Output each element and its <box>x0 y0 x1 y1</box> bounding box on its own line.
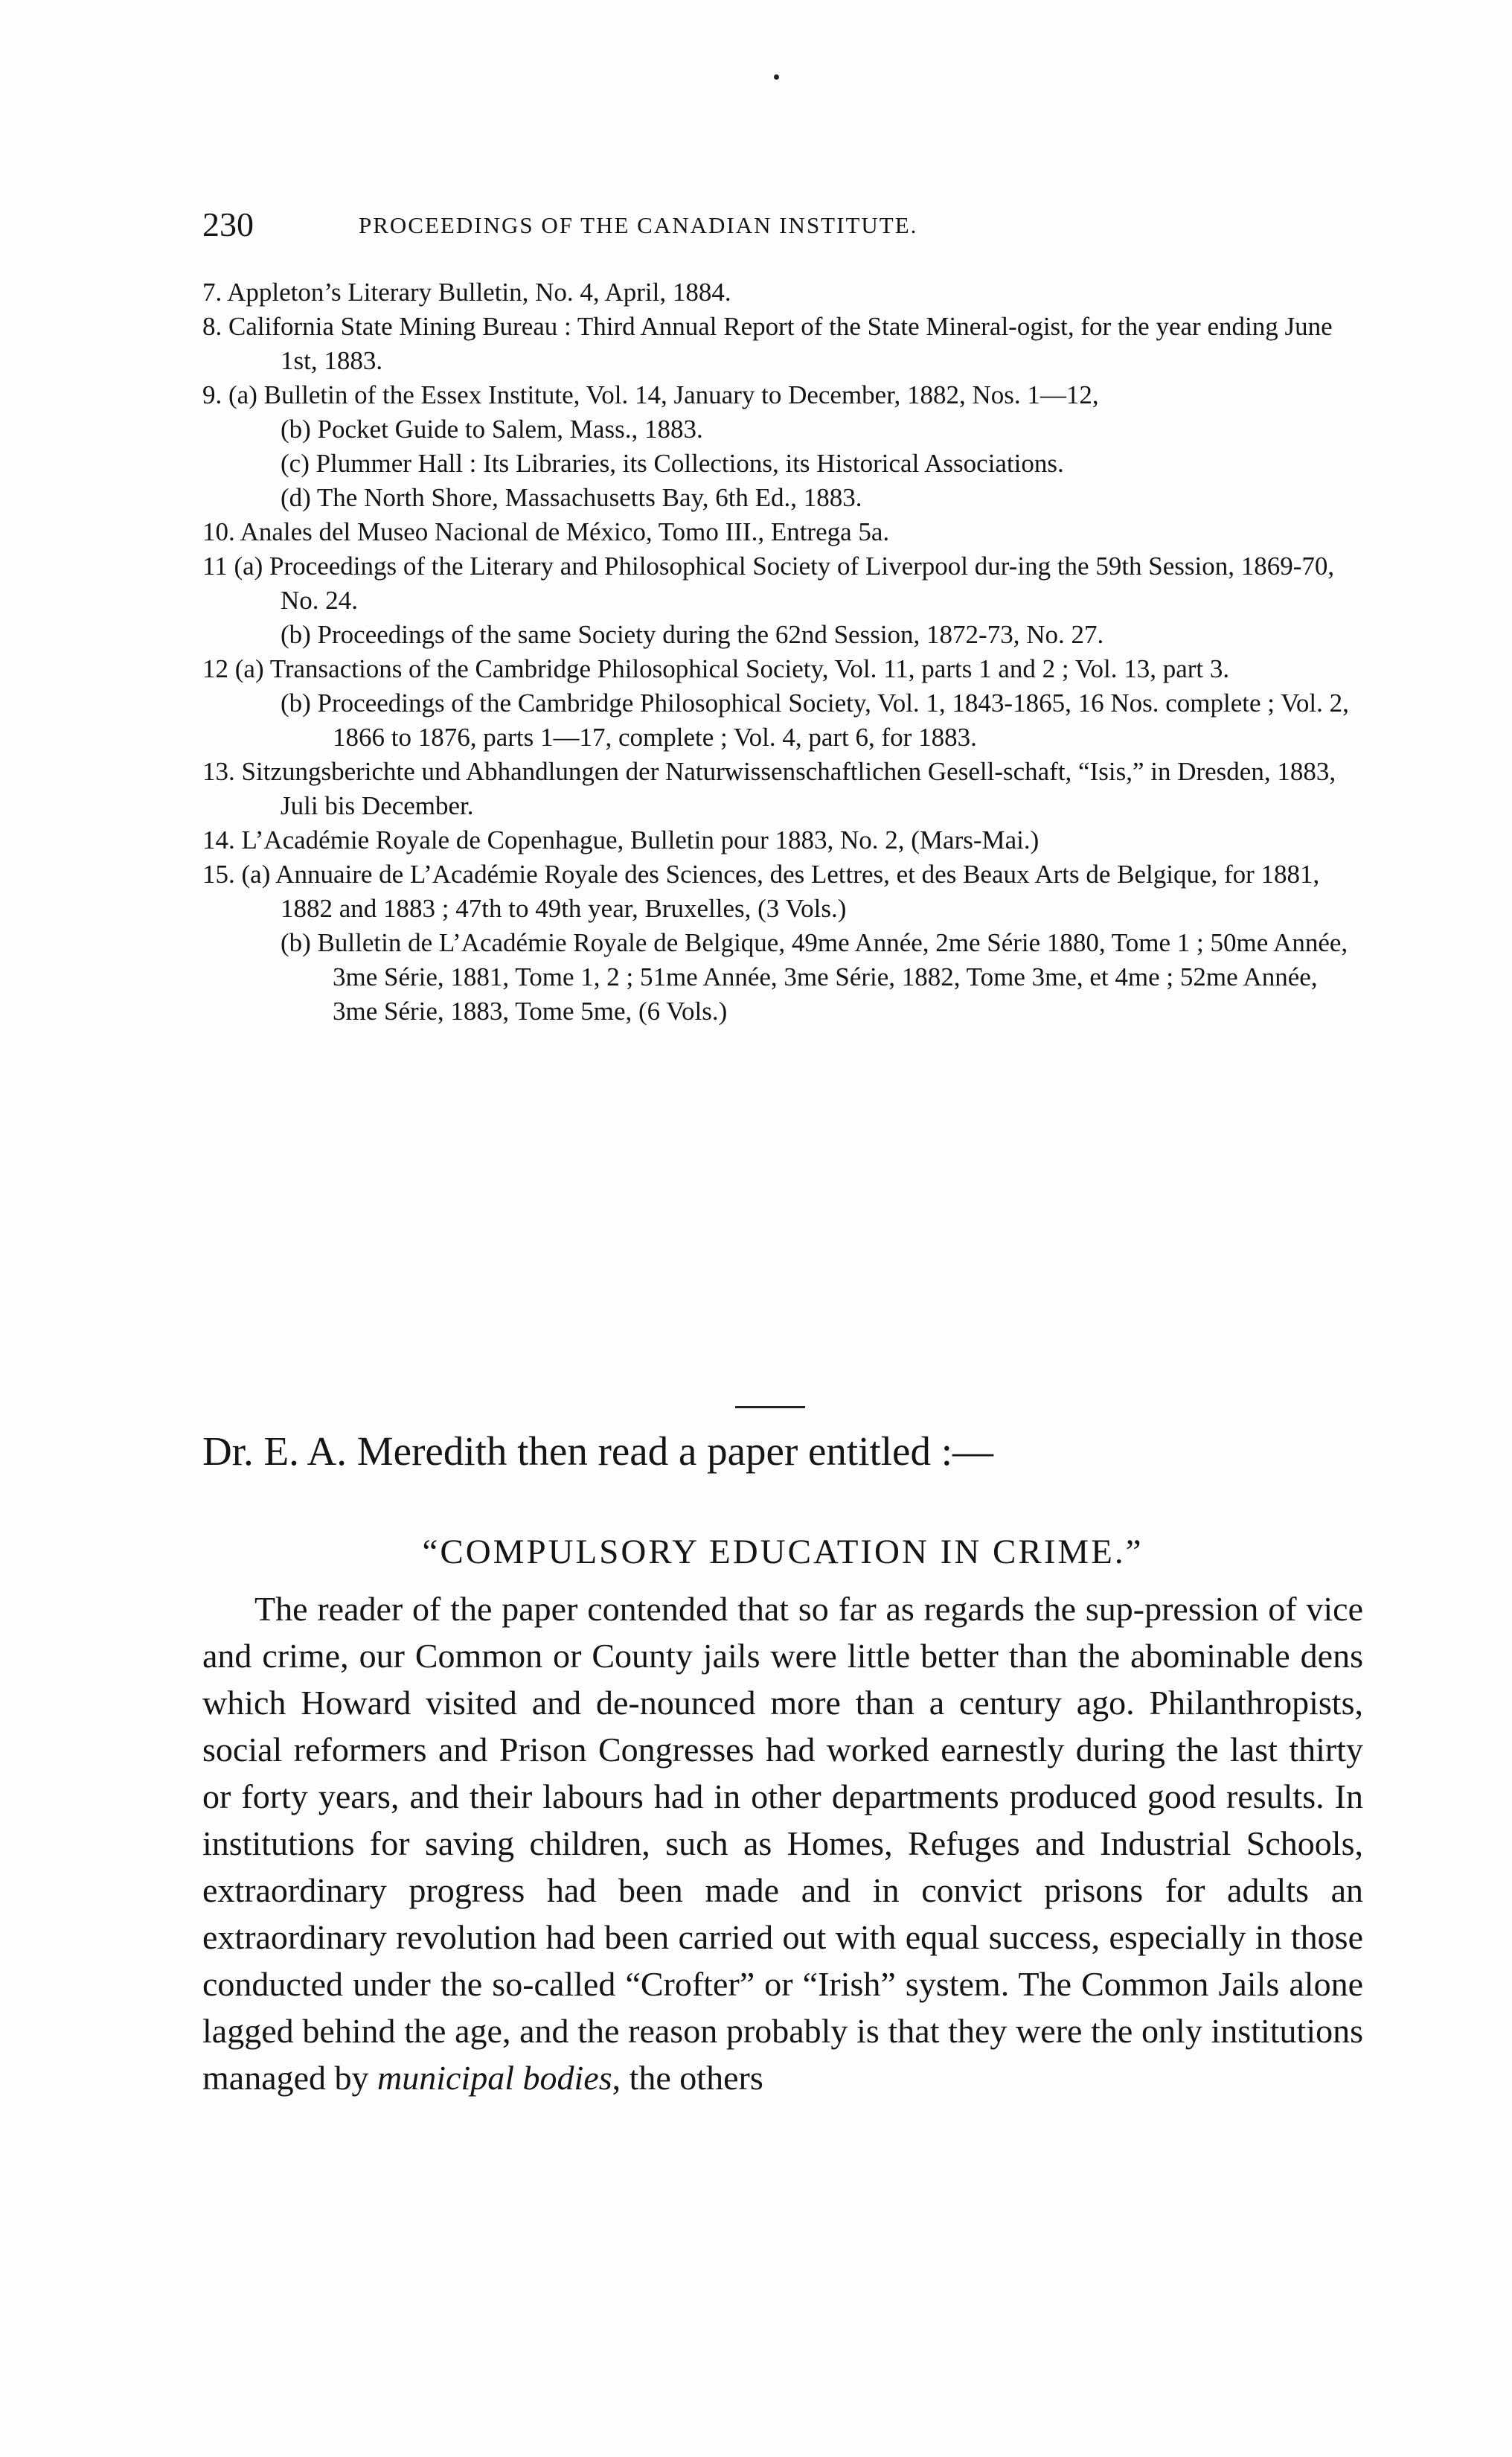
list-item: (b) Proceedings of the same Society during the 62nd Session, 1872-73, No. 27. <box>281 620 1104 649</box>
paper-intro: Dr. E. A. Meredith then read a paper entitled :— <box>202 1428 993 1474</box>
page-header <box>202 205 1363 249</box>
list-item: 11 (a) Proceedings of the Literary and Philosophical Society of Liverpool dur-ing the 59th Session, 1869-70, No. 24. <box>202 552 1335 615</box>
list-item: 12 (a) Transactions of the Cambridge Philosophical Society, Vol. 11, parts 1 and 2 ; Vol. 13, part 3. <box>202 654 1230 683</box>
paragraph-tail: , the others <box>612 2059 763 2097</box>
list-item: (b) Proceedings of the Cambridge Philosophical Society, Vol. 1, 1843-1865, 16 Nos. complete ; Vol. 2, 1866 to 1876, parts 1—17, complete ; Vol. 4, part 6, for 1883. <box>281 688 1349 752</box>
section-divider <box>735 1406 805 1408</box>
list-item: (c) Plummer Hall : Its Libraries, its Collections, its Historical Associations. <box>281 449 1064 478</box>
paragraph-text: The reader of the paper contended that so far as regards the sup-pression of vice and crime, our Common or County jails were little better than the abominable dens which Howard visited and de-nounced more than a century ago. Philanthropists, social reformers and Prison Congresses had worked earnestly during the last thirty or forty years, and their labours had in other departments produced good results. In institutions for saving children, such as Homes, Refuges and Industrial Schools, extraordinary progress had been made and in convict prisons for adults an extraordinary revolution had been carried out with equal success, especially in those conducted under the so-called “Crofter” or “Irish” system. The Common Jails alone lagged behind the age, and the reason probably is that they were the only institutions managed by <box>202 1590 1363 2097</box>
list-item: 7. Appleton’s Literary Bulletin, No. 4, April, 1884. <box>202 278 731 307</box>
print-speck <box>774 74 779 80</box>
list-item: (d) The North Shore, Massachusetts Bay, 6th Ed., 1883. <box>281 483 862 512</box>
paper-title: “COMPULSORY EDUCATION IN CRIME.” <box>422 1533 1144 1571</box>
list-item: 9. (a) Bulletin of the Essex Institute, Vol. 14, January to December, 1882, Nos. 1—12, <box>202 380 1099 409</box>
list-item: (b) Pocket Guide to Salem, Mass., 1883. <box>281 415 703 444</box>
page-number: 230 <box>202 205 254 243</box>
list-item: (b) Bulletin de L’Académie Royale de Belgique, 49me Année, 2me Série 1880, Tome 1 ; 50me Année, 3me Série, 1881, Tome 1, 2 ; 51me Année, 3me Série, 1882, Tome 3me, et 4me ; 52me Année, 3me Série, 1883, Tome 5me, (6 Vols.) <box>281 928 1348 1026</box>
list-item: 8. California State Mining Bureau : Third Annual Report of the State Mineral-ogist, for the year ending June 1st, 1883. <box>202 312 1333 375</box>
body-paragraph <box>202 1585 1363 2101</box>
list-item: 10. Anales del Museo Nacional de México, Tomo III., Entrega 5a. <box>202 517 890 546</box>
list-item: 13. Sitzungsberichte und Abhandlungen der Naturwissenschaftlichen Gesell-schaft, “Isis,” in Dresden, 1883, Juli bis December. <box>202 757 1336 820</box>
list-item: 14. L’Académie Royale de Copenhague, Bulletin pour 1883, No. 2, (Mars-Mai.) <box>202 825 1040 854</box>
donations-list <box>202 275 1360 1029</box>
emphasized-text: municipal bodies <box>377 2059 612 2097</box>
running-title: PROCEEDINGS OF THE CANADIAN INSTITUTE. <box>359 212 918 238</box>
list-item: 15. (a) Annuaire de L’Académie Royale des Sciences, des Lettres, et des Beaux Arts de Belgique, for 1881, 1882 and 1883 ; 47th to 49th year, Bruxelles, (3 Vols.) <box>202 860 1320 923</box>
